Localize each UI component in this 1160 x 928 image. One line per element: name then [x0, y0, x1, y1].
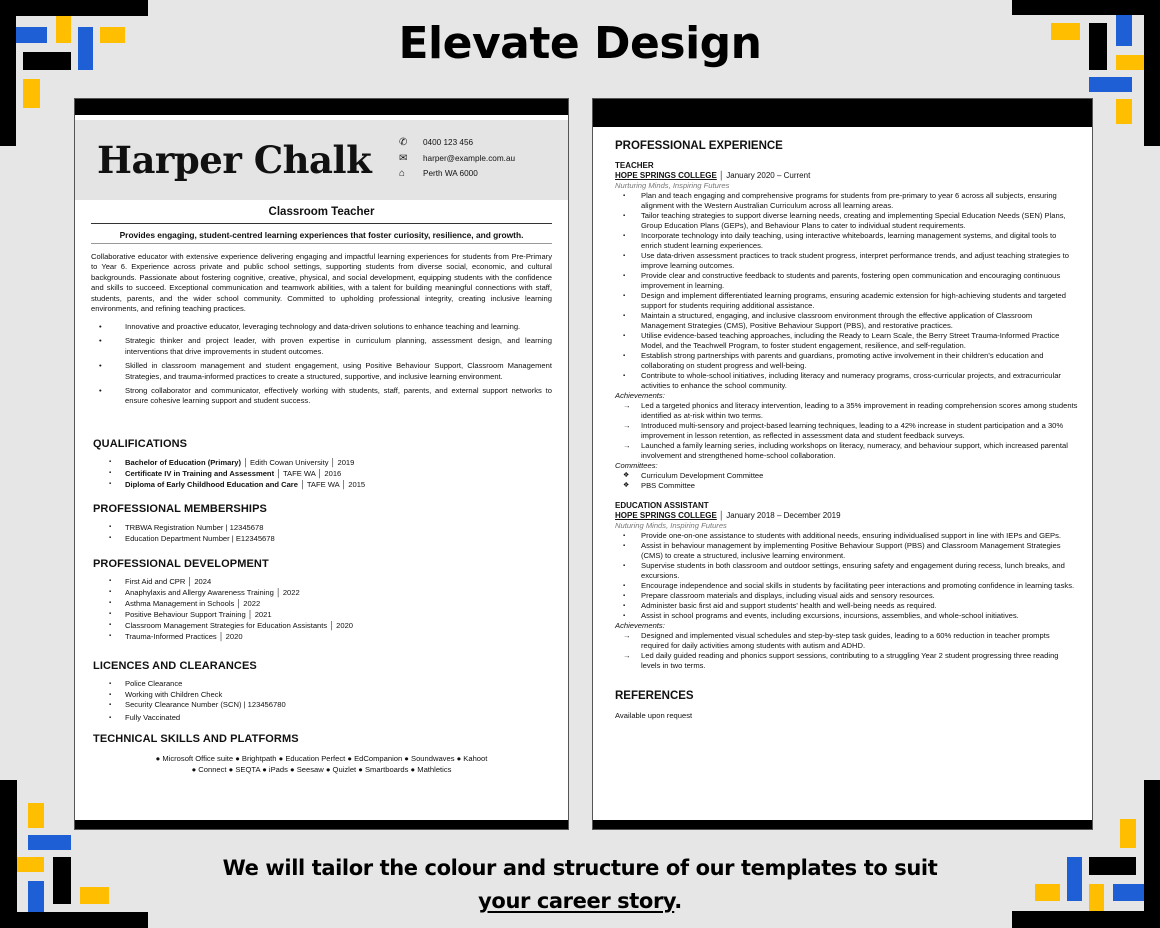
section-heading-memberships: PROFESSIONAL MEMBERSHIPS	[93, 503, 267, 515]
development-item: ▪ Classroom Management Strategies for Education Assistants │ 2020	[125, 620, 353, 631]
duty-item: ▪ Supervise students in both classroom and outdoor settings, ensuring safety and engagement during recess, lunch breaks, and excursions.	[641, 561, 1078, 581]
section-heading-licences: LICENCES AND CLEARANCES	[93, 660, 257, 672]
duty-item: ▪ Contribute to whole-school initiatives, including literacy and numeracy programs, cross-curricular projects, and extracurricular activities to enhance the school community.	[641, 371, 1078, 391]
licence-item: ▪ Fully Vaccinated	[125, 713, 286, 724]
highlight-item: • Strategic thinker and project leader, with proven expertise in curriculum planning, assessment design, and learning interventions that drive improvements in student outcomes.	[111, 336, 552, 357]
committees-list	[641, 471, 1078, 491]
development-item: ▪ Asthma Management in Schools │ 2022	[125, 598, 353, 609]
membership-item: ▪ TRBWA Registration Number | 12345678	[125, 522, 275, 533]
duty-item: ▪ Assist in school programs and events, including excursions, incursions, assemblies, and whole-school initiatives.	[641, 611, 1078, 621]
development-list	[125, 576, 353, 642]
development-item: ▪ First Aid and CPR │ 2024	[125, 576, 353, 587]
candidate-name: Harper Chalk	[97, 138, 372, 182]
committee-item: ❖ Curriculum Development Committee	[641, 471, 1078, 481]
licence-item: ▪ Working with Children Check	[125, 690, 286, 701]
job-dates: │ January 2018 – December 2019	[716, 511, 841, 520]
duty-item: ▪ Administer basic first aid and support students' health and well-being needs as required.	[641, 601, 1078, 611]
job-dates: │ January 2020 – Current	[716, 171, 811, 180]
licence-item: ▪ Police Clearance	[125, 679, 286, 690]
licence-item: ▪ Security Clearance Number (SCN) | 123456780	[125, 700, 286, 711]
company-name: HOPE SPRINGS COLLEGE	[615, 171, 717, 180]
duty-item: ▪ Incorporate technology into daily teaching, using interactive whiteboards, learning management systems, and digital tools to enrich student learning experiences.	[641, 231, 1078, 251]
achievements-list	[641, 401, 1078, 461]
home-icon: ⌂	[399, 168, 406, 179]
committees-label: Committees:	[615, 461, 658, 470]
qualification-item: ▪ Certificate IV in Training and Assessment │ TAFE WA │ 2016	[125, 468, 365, 479]
page-bottom-bar	[75, 820, 568, 829]
company-name: HOPE SPRINGS COLLEGE	[615, 511, 717, 520]
resume-page-1	[74, 98, 569, 830]
references-text: Available upon request	[615, 711, 693, 720]
development-item: ▪ Anaphylaxis and Allergy Awareness Training │ 2022	[125, 587, 353, 598]
duties-list	[641, 191, 1078, 391]
duty-item: ▪ Prepare classroom materials and displays, including visual aids and sensory resources.	[641, 591, 1078, 601]
job-title: TEACHER	[615, 161, 654, 170]
duty-item: ▪ Maintain a structured, engaging, and inclusive classroom environment through the effective application of Classroom Management Strategies (CMS), Positive Behaviour Support (PBS), and restorative practices.	[641, 311, 1078, 331]
phone-icon: ✆	[399, 137, 408, 148]
duty-item: ▪ Design and implement differentiated learning programs, ensuring academic extension for high-achieving students and targeted support for students requiring additional assistance.	[641, 291, 1078, 311]
company-motto: Nurturing Minds, Inspiring Futures	[615, 181, 730, 190]
qualification-item: ▪ Bachelor of Education (Primary) │ Edith Cowan University │ 2019	[125, 457, 365, 468]
licences-list	[125, 679, 286, 723]
section-heading-qualifications: QUALIFICATIONS	[93, 438, 188, 450]
membership-item: ▪ Education Department Number | E12345678	[125, 533, 275, 544]
job-role-title: Classroom Teacher	[268, 206, 375, 218]
brand-title: Elevate Design	[398, 18, 762, 69]
page-top-bar	[75, 99, 568, 115]
duty-item: ▪ Utilise evidence-based teaching approaches, including the Ready to Learn Scale, the Berry Street Trauma-Informed Practice Model, and the Teachwell Program, to foster student engagement, resilience, and self-regulation.	[641, 331, 1078, 351]
memberships-list	[125, 522, 275, 544]
profile-summary: Collaborative educator with extensive experience delivering engaging and impactful learning experiences for students from Pre-Primary to Year 6. Experience across private and public school settings, supporting students from diverse social, economic, and cultural backgrounds. Passionate about fostering cognitive, creative, physical, and social development, equipping students with the confidence and skills to succeed. Exceptional communication and teamwork abilities, with a talent for building meaningful connections with staff, students, parents, and the wider school community. Committed to upholding professional integrity, creating inclusive learning environments, and refining teaching practices.	[91, 252, 552, 314]
duty-item: ▪ Use data-driven assessment practices to track student progress, interpret performance trends, and adjust teaching strategies to improve learning outcomes.	[641, 251, 1078, 271]
footer-line: We will tailor the colour and structure of our templates to suit	[222, 856, 938, 880]
development-item: ▪ Trauma-Informed Practices │ 2020	[125, 631, 353, 642]
resume-header-band	[75, 120, 568, 200]
highlight-item: • Innovative and proactive educator, leveraging technology and data-driven solutions to enhance teaching and learning.	[111, 322, 552, 332]
duty-item: ▪ Plan and teach engaging and comprehensive programs for students from pre-primary to year 6 across all subjects, ensuring alignment with the Western Australian Curriculum across all learning areas.	[641, 191, 1078, 211]
skills-line: ● Connect ● SEQTA ● iPads ● Seesaw ● Quizlet ● Smartboards ● Mathletics	[191, 765, 452, 774]
phone-text: 0400 123 456	[423, 138, 474, 147]
footer-message	[0, 852, 1160, 918]
footer-line: your career story.	[478, 889, 682, 913]
skills-list	[91, 753, 552, 775]
job-company-line	[615, 511, 1078, 521]
skills-line: ● Microsoft Office suite ● Brightpath ● Education Perfect ● EdCompanion ● Soundwaves ● Kahoot	[155, 754, 488, 763]
key-highlights	[111, 322, 552, 411]
highlight-item: • Strong collaborator and communicator, effectively working with students, staff, parents, and external support networks to ensure cohesive learning support and student success.	[111, 386, 552, 407]
duty-item: ▪ Tailor teaching strategies to support diverse learning needs, creating and implementing Special Education Needs (SEN) Plans, Group Education Plans (GEPs), and Behaviour Plans to cater to individual student requirements.	[641, 211, 1078, 231]
achievement-item: → Launched a family learning series, including workshops on literacy, numeracy, and behaviour support, which increased parental involvement and strengthened home-school collaboration.	[641, 441, 1078, 461]
duty-item: ▪ Provide one-on-one assistance to students with additional needs, ensuring individualised support in line with IEPs and GEPs.	[641, 531, 1078, 541]
achievement-item: → Designed and implemented visual schedules and step-by-step task guides, leading to a 60% reduction in teacher prompts required for daily activities among students with autism and ADHD.	[641, 631, 1078, 651]
resume-page-2	[592, 98, 1093, 830]
company-motto: Nuturing Minds, Inspiring Futures	[615, 521, 727, 530]
job-title: EDUCATION ASSISTANT	[615, 501, 709, 510]
page-top-bar	[593, 99, 1092, 127]
divider	[91, 243, 552, 244]
page-bottom-bar	[593, 820, 1092, 829]
highlight-item: • Skilled in classroom management and student engagement, using Positive Behaviour Support, Classroom Management Strategies, and trauma-informed practices to create a structured, supportive, and inclusive learning environment.	[111, 361, 552, 382]
career-story-link[interactable]: your career story	[478, 889, 675, 913]
duty-item: ▪ Establish strong partnerships with parents and guardians, promoting active involvement in their children's education and collaborating on student progress and well-being.	[641, 351, 1078, 371]
section-heading-skills: TECHNICAL SKILLS AND PLATFORMS	[93, 733, 299, 745]
contact-phone	[399, 135, 515, 151]
references-section	[615, 691, 1078, 721]
contact-details	[399, 135, 515, 182]
achievements-label: Achievements:	[615, 621, 665, 630]
job-entry-education-assistant	[615, 501, 1078, 671]
duty-item: ▪ Provide clear and constructive feedback to students and parents, fostering open communication and encouraging continuous improvement in learning.	[641, 271, 1078, 291]
location-text: Perth WA 6000	[423, 169, 478, 178]
contact-email	[399, 151, 515, 167]
achievement-item: → Led a targeted phonics and literacy intervention, leading to a 35% improvement in reading comprehension scores among students identified as at-risk within two terms.	[641, 401, 1078, 421]
experience-section	[615, 141, 1078, 721]
email-text: harper@example.com.au	[423, 153, 516, 163]
section-heading-references: REFERENCES	[615, 690, 694, 702]
development-item: ▪ Positive Behaviour Support Training │ 2021	[125, 609, 353, 620]
qualification-item: ▪ Diploma of Early Childhood Education and Care │ TAFE WA │ 2015	[125, 479, 365, 490]
divider	[91, 223, 552, 224]
duties-list	[641, 531, 1078, 621]
envelope-icon: ✉	[399, 152, 408, 164]
tagline: Provides engaging, student-centred learning experiences that foster curiosity, resilience, and growth.	[119, 230, 524, 240]
job-entry-teacher	[615, 161, 1078, 491]
achievements-label: Achievements:	[615, 391, 665, 400]
qualifications-list	[125, 457, 365, 490]
contact-location	[399, 166, 515, 182]
duty-item: ▪ Encourage independence and social skills in students by facilitating peer interactions and promoting confidence in learning tasks.	[641, 581, 1078, 591]
achievement-item: → Led daily guided reading and phonics support sessions, contributing to a struggling Year 2 student progressing three reading levels in two terms.	[641, 651, 1078, 671]
committee-item: ❖ PBS Committee	[641, 481, 1078, 491]
job-company-line	[615, 171, 1078, 181]
section-heading-experience: PROFESSIONAL EXPERIENCE	[615, 140, 783, 152]
achievements-list	[641, 631, 1078, 671]
achievement-item: → Introduced multi-sensory and project-based learning techniques, leading to a 42% increase in student participation and a 30% improvement in lesson retention, as reflected in assessment data and student feedback surveys.	[641, 421, 1078, 441]
section-heading-development: PROFESSIONAL DEVELOPMENT	[93, 558, 269, 570]
duty-item: ▪ Assist in behaviour management by implementing Positive Behaviour Support (PBS) and Classroom Management Strategies (CMS) to create a structured, inclusive learning environment.	[641, 541, 1078, 561]
